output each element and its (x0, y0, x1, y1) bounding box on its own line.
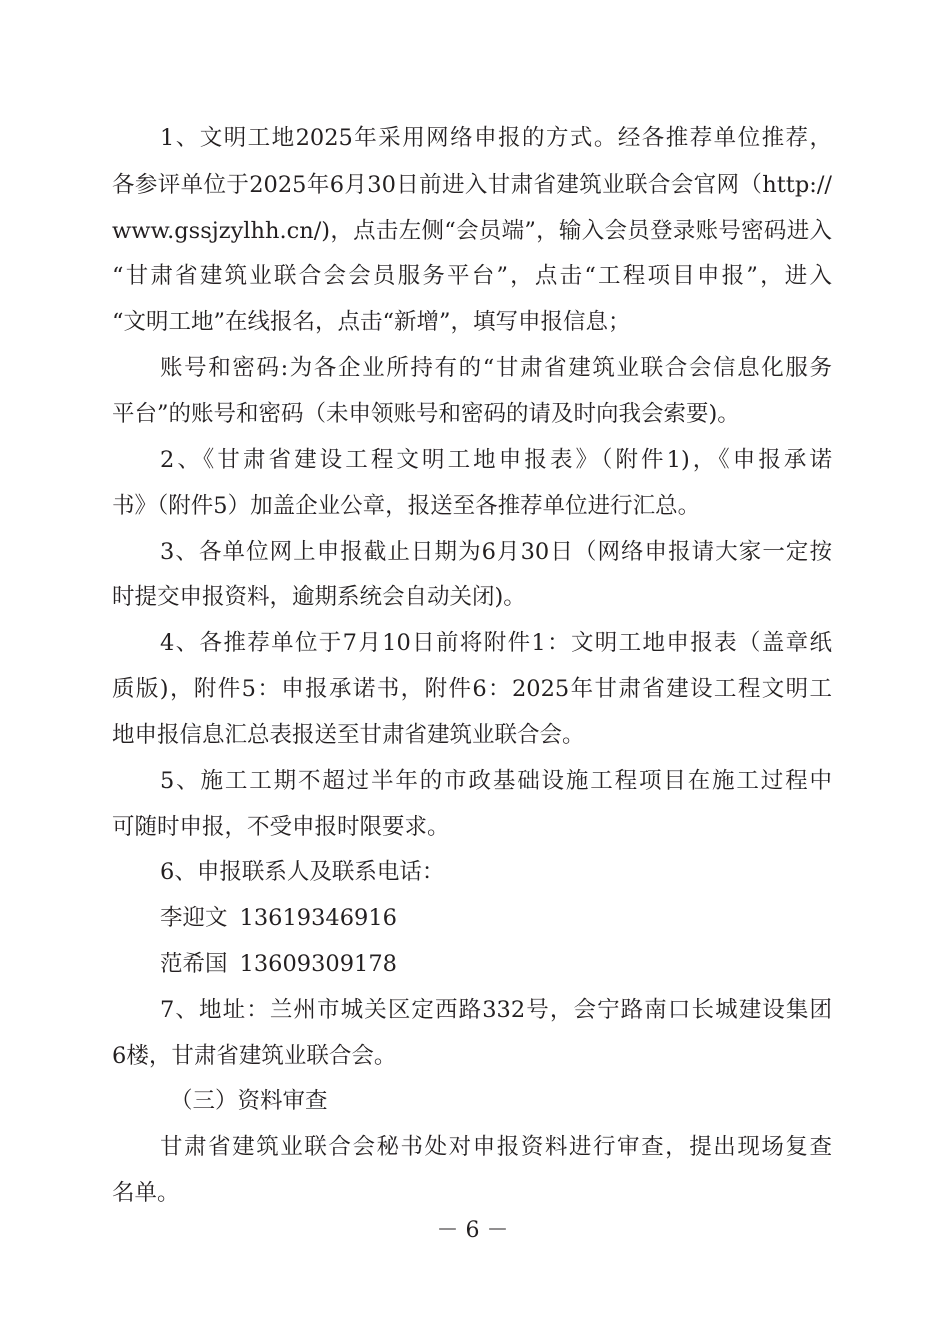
account-paragraph-line-1: 账号和密码:为各企业所持有的“甘肃省建筑业联合会信息化服务 (160, 355, 832, 381)
contact-row (160, 903, 397, 933)
paragraph-7-line-1: 7、地址：兰州市城关区定西路332号，会宁路南口长城建设集团 (160, 997, 832, 1023)
paragraph-5-line-1: 5、施工工期不超过半年的市政基础设施工程项目在施工过程中 (160, 768, 832, 794)
paragraph-1-line-2: 各参评单位于2025年6月30日前进入甘肃省建筑业联合会官网（http:// (112, 172, 832, 198)
paragraph-8-line-1: 甘肃省建筑业联合会秘书处对申报资料进行审查，提出现场复查 (160, 1134, 832, 1160)
page-number: － 6 － (436, 1218, 509, 1243)
paragraph-5-line-2: 可随时申报，不受申报时限要求。 (112, 814, 450, 840)
paragraph-3-line-1: 3、各单位网上申报截止日期为6月30日（网络申报请大家一定按 (160, 539, 832, 565)
account-paragraph-line-2: 平台”的账号和密码（未申领账号和密码的请及时向我会索要)。 (112, 401, 740, 427)
paragraph-3-line-2: 时提交申报资料，逾期系统会自动关闭)。 (112, 584, 526, 610)
contact-row (160, 949, 397, 979)
paragraph-7-line-2: 6楼，甘肃省建筑业联合会。 (112, 1043, 397, 1069)
contact-phone: 13609309178 (239, 951, 397, 977)
contact-name: 李迎文 (160, 905, 228, 931)
paragraph-8-line-2: 名单。 (112, 1180, 180, 1206)
paragraph-1-line-1: 1、文明工地2025年采用网络申报的方式。经各推荐单位推荐， (160, 125, 832, 151)
paragraph-4-line-1: 4、各推荐单位于7月10日前将附件1：文明工地申报表（盖章纸 (160, 630, 832, 656)
paragraph-6-contacts-heading: 6、申报联系人及联系电话： (160, 859, 445, 885)
paragraph-1-line-3: www.gssjzylhh.cn/)，点击左侧“会员端”，输入会员登录账号密码进入 (112, 218, 832, 244)
paragraph-2-line-1: 2、《甘肃省建设工程文明工地申报表》（附件1)，《申报承诺 (160, 447, 832, 473)
section-heading: （三）资料审查 (170, 1088, 328, 1114)
paragraph-4-line-2: 质版)，附件5：申报承诺书，附件6：2025年甘肃省建设工程文明工 (112, 676, 832, 702)
paragraph-1-line-5: “文明工地”在线报名，点击“新增”，填写申报信息； (112, 309, 631, 335)
contact-phone: 13619346916 (239, 905, 397, 931)
contact-name: 范希国 (160, 951, 228, 977)
paragraph-4-line-3: 地申报信息汇总表报送至甘肃省建筑业联合会。 (112, 722, 585, 748)
paragraph-2-line-2: 书》（附件5）加盖企业公章，报送至各推荐单位进行汇总。 (112, 493, 701, 519)
paragraph-1-line-4: “甘肃省建筑业联合会会员服务平台”，点击“工程项目申报”，进入 (112, 263, 832, 289)
